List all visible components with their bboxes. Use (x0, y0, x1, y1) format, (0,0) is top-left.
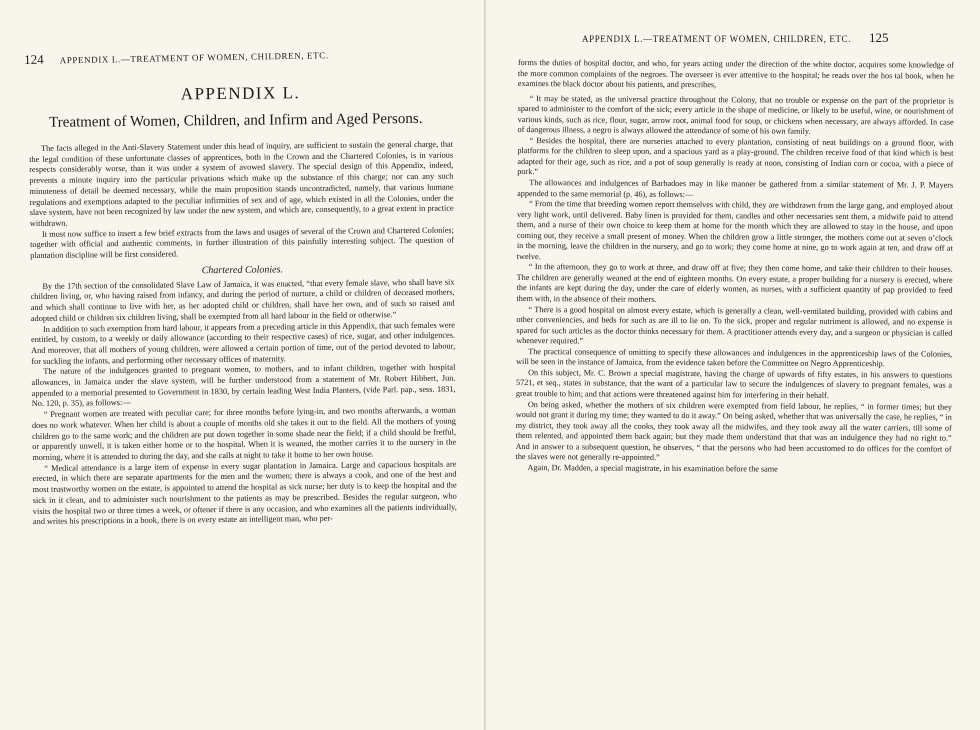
left-running-head-text: APPENDIX L.—TREATMENT OF WOMEN, CHILDREN, ETC. (59, 50, 329, 66)
left-paragraph: The facts alleged in the Anti-Slavery Statement under this head of inquiry, are sufficient to sustain the general charge, that the legal condition of these unfortunate classes of apprentices, both in the Crown and the Chartered Colonies, is in various respects considerably worse, than it was under a system of avowed slavery. The special design of this Appendix, indeed, prevents a minute inquiry into the particular privations which make up the substance of this charge; nor can any such minuteness of detail be deemed necessary, while the main proposition stands uncontradicted, namely, that various humane regulations and exemptions adapted to the peculiar infirmities of sex and of age, which existed in all the Colonies, under the slave system, have not been recognized by law under the new system, and which are, consequently, to a great extent in practice withdrawn. (29, 139, 454, 228)
right-quote-paragraph: “ In the afternoon, they go to work at three, and draw off at five; they then come home, and take their children to their houses. The children are generally weaned at the end of eighteen months. On every estate, a proper building for a nursery is erected, where the infants are kept during the day, under the care of elderly women, as nurses, with a sufficient quantity of pap provided to feed them with, in the absence of their mothers. (516, 262, 953, 304)
right-running-head-text: APPENDIX L.—TREATMENT OF WOMEN, CHILDREN, ETC. (582, 34, 852, 44)
section-title: Treatment of Women, Children, and Infirm and Aged Persons. (49, 110, 423, 131)
left-paragraph: It must now suffice to insert a few brief extracts from the laws and usages of several of the Crown and Chartered Colonies; together with official and authentic comments, in further illustration of this painfully interesting subject. The question of plantation discipline will be first considered. (30, 225, 455, 261)
right-page-number: 125 (869, 30, 889, 45)
right-paragraph: The allowances and indulgences of Barbadoes may in like manner be gathered from a similar statement of Mr. J. P. Mayers appended to the same memorial (p. 46), as follows:— (517, 178, 954, 199)
right-page (486, 0, 980, 730)
right-running-head (582, 30, 889, 46)
right-quote-paragraph: “ From the time that breeding women report themselves with child, they are withdrawn from the large gang, and employed about very light work, until delivered. Baby linen is provided for them, candles and other necessaries sent them, a midwife paid to attend them, and a nurse of their own choice to keep them at home for the month which they are allowed to stay in the house, and upon coming out, they receive a small present of money. When the children grow a little stronger, the mothers come out at seven o’clock in the morning, leave the children in the nursery, and go to work; they come home at nine, go to work again at ten, and draw off at twelve. (516, 199, 954, 261)
subheading-chartered-colonies: Chartered Colonies. (201, 264, 284, 276)
left-page-number: 124 (24, 51, 44, 67)
right-paragraph: Again, Dr. Madden, a special magistrate, in his examination before the same (527, 462, 778, 474)
left-paragraph: In addition to such exemption from hard labour, it appears from a preceding article in this Appendix, that such females were entitled, by custom, to a weekly or daily allowance (according to their respective cases) of rice, sugar, and other indulgences. And moreover, that all mothers of young children, were allowed a certain portion of time, out of the period devoted to labour, for suckling the infants, and performing other necessary offices of maternity. (31, 320, 456, 366)
right-paragraph: The practical consequence of omitting to specify these allowances and indulgences in the apprenticeship laws of the Colonies, will be seen in the instance of Jamaica, from the evidence taken before the Committee on Negro Apprenticeship. (516, 346, 953, 369)
left-paragraph: The nature of the indulgences granted to pregnant women, to mothers, and to infant children, together with hospital allowances, in Jamaica under the slave system, will be further understood from a statement of Mr. Robert Hibbert, Jun. appended to a memorial presented to Government in 1830, by certain leading West India Planters, (vide Parl. pap., sess. 1831, No. 120, p. 35), as follows:— (31, 362, 456, 409)
left-quote-paragraph: “ Pregnant women are treated with peculiar care; for three months before lying-in, and two months afterwards, a woman does no work whatever. When her child is about a couple of months old she takes it out to the field. All the mothers of young children go to the same work; and the children are put down together in some shade near the field; if a child should be fretful, or apparently unwell, it is taken either home or to the hospital. When it is weaned, the mother carries it to the nursery in the morning, where it is attended to during the day, and she calls at night to take it home to her own house. (31, 405, 457, 462)
left-paragraph: By the 17th section of the consolidated Slave Law of Jamaica, it was enacted, “that every female slave, who shall have six children living, or, who having raised from infancy, and during the period of nurture, a child or children of deceased mothers, and which shall continue to live with her, as her adopted child or children, shall have her own, and of such so raised and adopted child or children six children living, shall be exempted from all hard labour in the field or otherwise.” (30, 277, 455, 323)
right-paragraph: On being asked, whether the mothers of six children were exempted from field labour, he replies, “ in former times; but they would not grant it during my time; they wanted to do it away.” On being asked, whether that was universally the case, he replies, “ in my district, they took away all the cooks, they took away all the midwifes, and they took away all the water carriers, till some of them relented, and appointed them back again; but they made them understand that that was an indulgence they had no right to.” And in answer to a subsequent question, he observes, “ that the persons who had been accustomed to do offices for the comfort of the slaves were not generally re-appointed.” (515, 399, 952, 463)
right-quote-paragraph: “ Besides the hospital, there are nurseries attached to every plantation, consisting of neat buildings on a ground floor, with platforms for the children to sleep upon, and a spacious yard as a play-ground. The children receive food of that kind which is best adapted for their age, such as rice, and a pot of soup generally is ready at noon, consisting of Indian corn or cocoa, with a piece of pork.” (517, 135, 954, 177)
right-quote-paragraph: “ It may be stated, as the universal practice throughout the Colony, that no trouble or expense on the part of the proprietor is spared to administer to the comfort of the sick; every article in the shape of medicine, or likely to be useful, wine, or nourishment of various kinds, such as rice, flour, sugar, arrow root, animal food for soup, or chickens when necessary, are always afforded. In case of dangerous illness, a negro is always allowed the attendance of some of his own family. (517, 93, 954, 137)
left-page (0, 0, 486, 730)
right-page-body (515, 58, 954, 476)
right-quote-paragraph: “ There is a good hospital on almost every estate, which is generally a clean, well-ventilated building, provided with cabins and other conveniencies, and beds for such as are ill to lie on. To the sick, proper and regular nutriment is allowed, and no expense is spared for such articles as the doctor thinks necessary for them. A practitioner attends every day, and a surgeon or physician is called whenever required.” (516, 304, 953, 346)
left-page-body (28, 44, 457, 528)
right-paragraph: On this subject, Mr. C. Brown a special magistrate, having the charge of upwards of fifty estates, in his answers to questions 5721, et seq., states in substance, that the want of a particular law to secure the indulgences of slavery to pregnant females, was a great trouble to him; and that actions were threatened against him for interfering in their behalf. (515, 367, 953, 400)
appendix-title: APPENDIX L. (180, 83, 301, 104)
right-paragraph: forms the duties of hospital doctor, and who, for years acting under the direction of the white doctor, acquires some knowledge of the more common complaints of the negroes. The overseer is ever attentive to the hospital; he reads over the hos tal book, when he examines the black doctor about his patients, and prescribes, (517, 58, 954, 90)
left-quote-paragraph: “ Medical attendance is a large item of expense in every sugar plantation in Jamaica. Large and capacious hospitals are erected, in which there are separate apartments for the men and the women; there is always a cook, and one of the best and most trustworthy women on the estate, is appointed to attend the hospital as sick nurse; her duty is to keep the hospital and the sick in it clean, and to administer such nourishment to the patients as may be prescribed. Besides the regular surgeon, who visits the hospital two or three times a week, or oftener if there is any occasion, and who examines all the patients individually, and writes his prescriptions in a book, there is on every estate an intelligent man, who per- (32, 459, 457, 527)
